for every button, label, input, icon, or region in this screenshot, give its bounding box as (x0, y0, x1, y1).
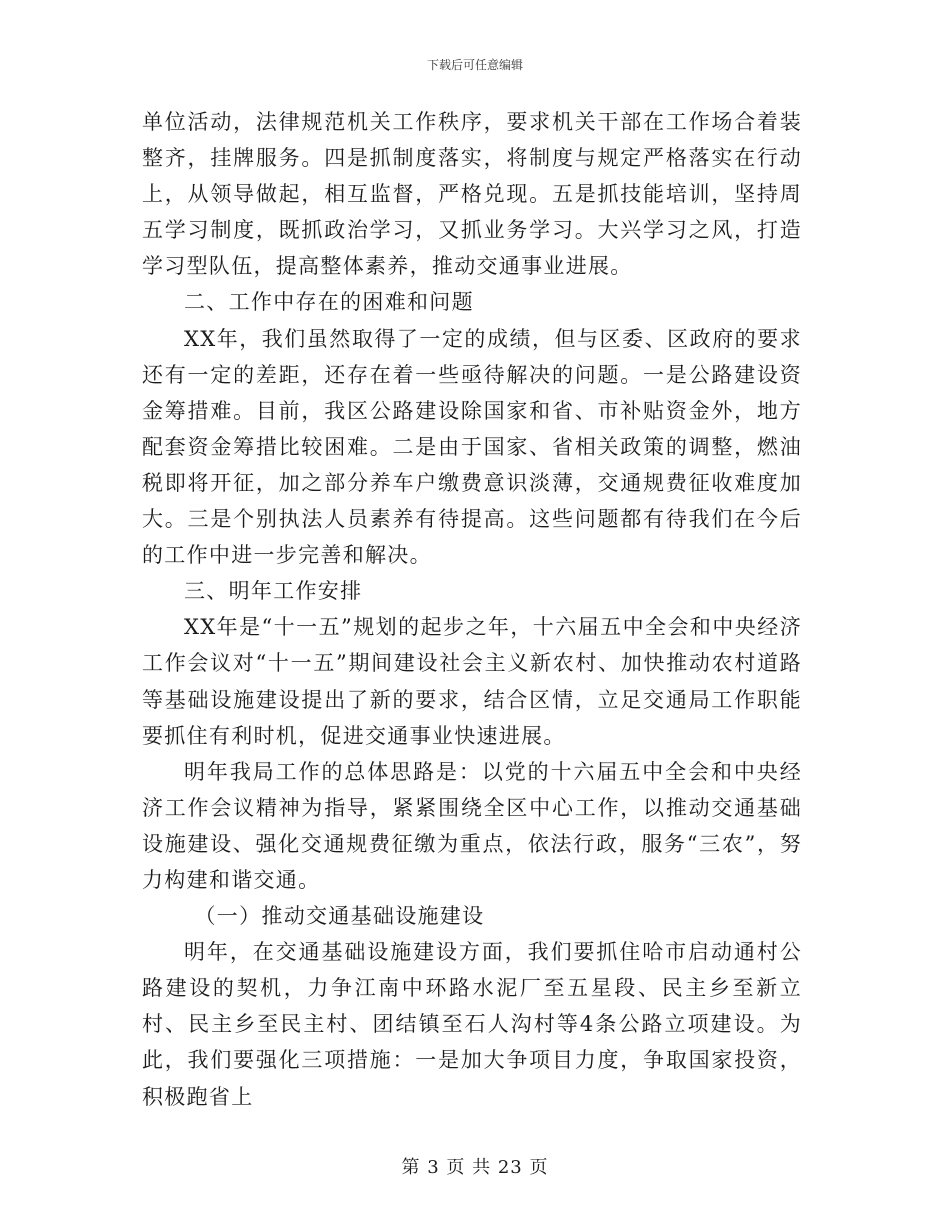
paragraph-4: 明年我局工作的总体思路是：以党的十六届五中全会和中央经济工作会议精神为指导，紧紧围绕全区中心工作，以推动交通基础设施建设、强化交通规费征缴为重点，依法行政，服务“三农”，努力构建和谐交通。 (142, 759, 802, 892)
paragraph-3: XX年是“十一五”规划的起步之年，十六届五中全会和中央经济工作会议对“十一五”期间建设社会主义新农村、加快推动农村道路等基础设施建设提出了新的要求，结合区情，立足交通局工作职能要抓住有利时机，促进交通事业快速进展。 (142, 615, 802, 748)
paragraph-2: XX年，我们虽然取得了一定的成绩，但与区委、区政府的要求还有一定的差距，还存在着一些亟待解决的问题。一是公路建设资金筹措难。目前，我区公路建设除国家和省、市补贴资金外，地方配套资金筹措比较困难。二是由于国家、省相关政策的调整，燃油税即将开征，加之部分养车户缴费意识淡薄，交通规费征收难度加大。三是个别执法人员素养有待提高。这些问题都有待我们在今后的工作中进一步完善和解决。 (142, 326, 802, 568)
section-heading-2: 二、工作中存在的困难和问题 (184, 290, 474, 315)
page-header: 下载后可任意编辑 (426, 58, 523, 72)
section-heading-3: 三、明年工作安排 (184, 579, 363, 604)
subsection-heading-1: （一）推动交通基础设施建设 (194, 904, 485, 929)
paragraph-5: 明年，在交通基础设施建设方面，我们要抓住哈市启动通村公路建设的契机，力争江南中环路水泥厂至五星段、民主乡至新立村、民主乡至民主村、团结镇至石人沟村等4条公路立项建设。为此，我们要强化三项措施：一是加大争项目力度，争取国家投资，积极跑省上 (142, 940, 802, 1109)
document-body (142, 104, 802, 1115)
page-number: 第 3 页 共 23 页 (401, 1157, 549, 1178)
paragraph-1: 单位活动，法律规范机关工作秩序，要求机关干部在工作场合着装整齐，挂牌服务。四是抓制度落实，将制度与规定严格落实在行动上，从领导做起，相互监督，严格兑现。五是抓技能培训，坚持周五学习制度，既抓政治学习，又抓业务学习。大兴学习之风，打造学习型队伍，提高整体素养，推动交通事业进展。 (142, 110, 802, 279)
